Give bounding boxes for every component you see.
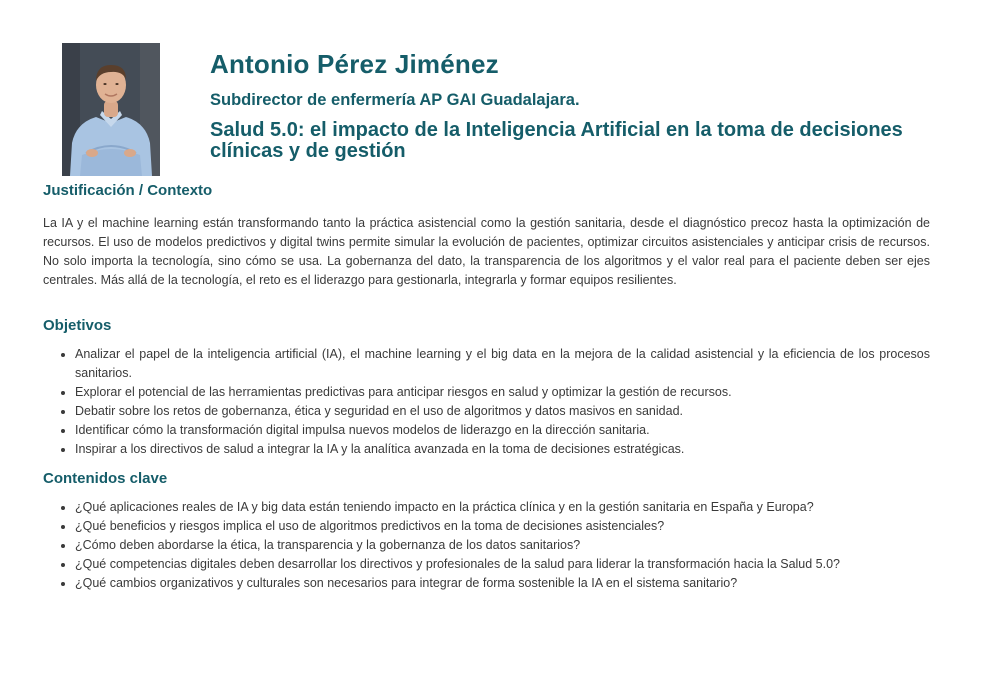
context-heading: Justificación / Contexto xyxy=(43,182,213,199)
contents-heading: Contenidos clave xyxy=(43,470,168,487)
list-item: • ¿Qué competencias digitales deben desarrollar los directivos y profesionales de la salud para liderar la transformación hacia la Salud 5.0? xyxy=(75,555,930,574)
list-item: • ¿Qué aplicaciones reales de IA y big data están teniendo impacto en la práctica clínica y en la gestión sanitaria en España y Europa? xyxy=(75,498,930,517)
talk-description xyxy=(43,181,930,593)
context-section xyxy=(43,181,930,290)
list-item: • ¿Qué cambios organizativos y culturales son necesarios para integrar de forma sostenible la IA en el sistema sanitario? xyxy=(75,574,930,593)
list-item: • Identificar cómo la transformación digital impulsa nuevos modelos de liderazgo en la dirección sanitaria. xyxy=(75,421,930,440)
contents-section xyxy=(43,469,930,593)
list-item: • Inspirar a los directivos de salud a integrar la IA y la analítica avanzada en la toma de decisiones estratégicas. xyxy=(75,440,930,459)
talk-title: Salud 5.0: el impacto de la Inteligencia Artificial en la toma de decisiones clínicas y de gestión xyxy=(210,119,903,162)
speaker-name: Antonio Pérez Jiménez xyxy=(210,49,499,79)
person-portrait-photo xyxy=(62,43,160,176)
speaker-photo xyxy=(62,43,160,176)
context-paragraph: La IA y el machine learning están transformando tanto la práctica asistencial como la gestión sanitaria, desde el diagnóstico precoz hasta la optimización de recursos. El uso de modelos predictivos y digital twins permite simular la evolución de pacientes, optimizar circuitos asistenciales y anticipar crisis de recursos. No solo importa la tecnología, sino cómo se usa. La gobernanza del dato, la transparencia de los algoritmos y el valor real para el paciente deben ser ejes centrales. Más allá de la tecnología, el reto es el liderazgo para gestionarla, integrarla y formar equipos resilientes. xyxy=(43,216,930,287)
speaker-header xyxy=(210,48,950,162)
list-item: • Analizar el papel de la inteligencia artificial (IA), el machine learning y el big data en la mejora de la calidad asistencial y la eficiencia de los procesos sanitarios. xyxy=(75,345,930,383)
objectives-section xyxy=(43,316,930,459)
list-item: • Debatir sobre los retos de gobernanza, ética y seguridad en el uso de algoritmos y datos masivos en sanidad. xyxy=(75,402,930,421)
list-item: • ¿Qué beneficios y riesgos implica el uso de algoritmos predictivos en la toma de decisiones asistenciales? xyxy=(75,517,930,536)
objectives-heading: Objetivos xyxy=(43,317,112,334)
list-item: • Explorar el potencial de las herramientas predictivas para anticipar riesgos en salud y optimizar la gestión de recursos. xyxy=(75,383,930,402)
objectives-list xyxy=(43,345,930,459)
list-item: • ¿Cómo deben abordarse la ética, la transparencia y la gobernanza de los datos sanitarios? xyxy=(75,536,930,555)
contents-list xyxy=(43,498,930,593)
speaker-role: Subdirector de enfermería AP GAI Guadalajara. xyxy=(210,91,580,109)
